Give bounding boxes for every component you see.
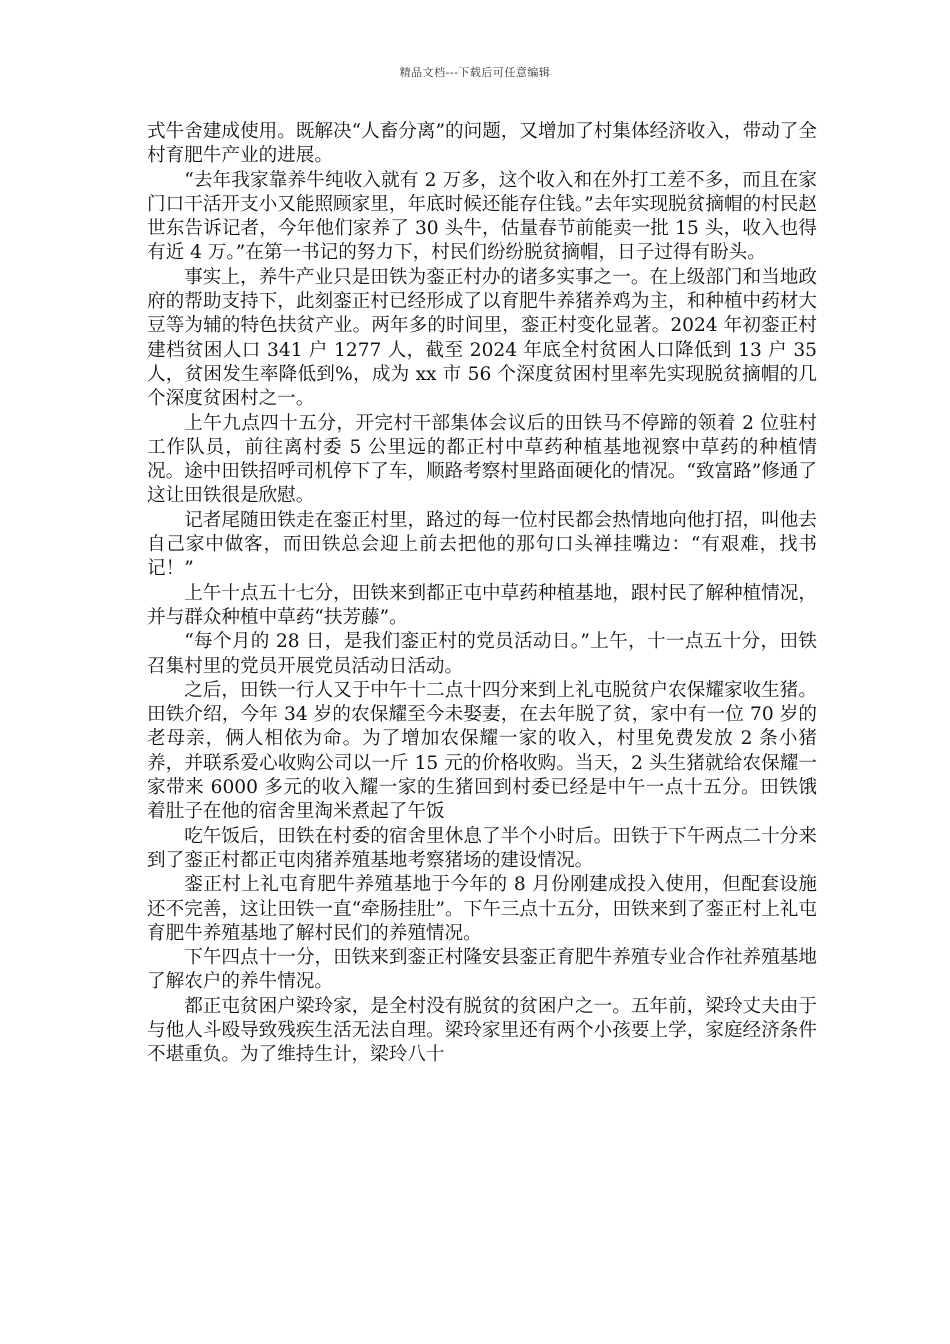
paragraph-9: 吃午饭后，田铁在村委的宿舍里休息了半个小时后。田铁于下午两点二十分来到了銮正村都正屯肉猪养殖基地考察猪场的建设情况。	[147, 825, 817, 871]
paragraph-8: 之后，田铁一行人又于中午十二点十四分来到上礼屯脱贫户农保耀家收生猪。田铁介绍，今年 34 岁的农保耀至今未娶妻，在去年脱了贫，家中有一位 70 岁的老母亲，俩人相依为命。为了增加农保耀一家的收入，村里免费发放 2 条小猪养，并联系爱心收购公司以一斤 15 元的价格收购。当天，2 头生猪就给农保耀一家带来 6000 多元的收入耀一家的生猪回到村委已经是中午一点十五分。田铁饿着肚子在他的宿舍里淘米煮起了午饭	[147, 679, 817, 823]
paragraph-7: “每个月的 28 日，是我们銮正村的党员活动日。”上午，十一点五十分，田铁召集村里的党员开展党员活动日活动。	[147, 631, 817, 677]
paragraph-5: 记者尾随田铁走在銮正村里，路过的每一位村民都会热情地向他打招，叫他去自己家中做客，而田铁总会迎上前去把他的那句口头禅挂嘴边：“有艰难，找书记！”	[147, 509, 817, 580]
page-header: 精品文档---下载后可任意编辑	[399, 66, 551, 79]
paragraph-4: 上午九点四十五分，开完村干部集体会议后的田铁马不停蹄的领着 2 位驻村工作队员，前往离村委 5 公里远的都正村中草药种植基地视察中草药的种植情况。途中田铁招呼司机停下了车，顺路考察村里路面硬化的情况。“致富路”修通了这让田铁很是欣慰。	[147, 412, 817, 507]
paragraph-3: 事实上，养牛产业只是田铁为銮正村办的诸多实事之一。在上级部门和当地政府的帮助支持下，此刻銮正村已经形成了以育肥牛养猪养鸡为主，和种植中药材大豆等为辅的特色扶贫产业。两年多的时间里，銮正村变化显著。2024 年初銮正村建档贫困人口 341 户 1277 人，截至 2024 年底全村贫困人口降低到 13 户 35 人，贫困发生率降低到%，成为 xx 市 56 个深度贫困村里率先实现脱贫摘帽的几个深度贫困村之一。	[147, 266, 817, 410]
paragraph-2: “去年我家靠养牛纯收入就有 2 万多，这个收入和在外打工差不多，而且在家门口干活开支小又能照顾家里，年底时候还能存住钱。”去年实现脱贫摘帽的村民赵世东告诉记者，今年他们家养了 30 头牛，估量春节前能卖一批 15 头，收入也得有近 4 万。”在第一书记的努力下，村民们纷纷脱贫摘帽，日子过得有盼头。	[147, 169, 817, 264]
paragraph-11: 下午四点十一分，田铁来到銮正村隆安县銮正育肥牛养殖专业合作社养殖基地了解农户的养牛情况。	[147, 947, 817, 993]
paragraph-6: 上午十点五十七分，田铁来到都正屯中草药种植基地，跟村民了解种植情况，并与群众种植中草药“扶芳藤”。	[147, 582, 817, 628]
document-body	[147, 120, 817, 1068]
paragraph-12: 都正屯贫困户梁玲家，是全村没有脱贫的贫困户之一。五年前，梁玲丈夫由于与他人斗殴导致残疾生活无法自理。梁玲家里还有两个小孩要上学，家庭经济条件不堪重负。为了维持生计，梁玲八十	[147, 995, 817, 1066]
paragraph-1: 式牛舍建成使用。既解决“人畜分离”的问题，又增加了村集体经济收入，带动了全村育肥牛产业的进展。	[147, 121, 817, 167]
paragraph-10: 銮正村上礼屯育肥牛养殖基地于今年的 8 月份刚建成投入使用，但配套设施还不完善，这让田铁一直“牵肠挂肚”。下午三点十五分，田铁来到了銮正村上礼屯育肥牛养殖基地了解村民们的养殖情况。	[147, 874, 817, 944]
